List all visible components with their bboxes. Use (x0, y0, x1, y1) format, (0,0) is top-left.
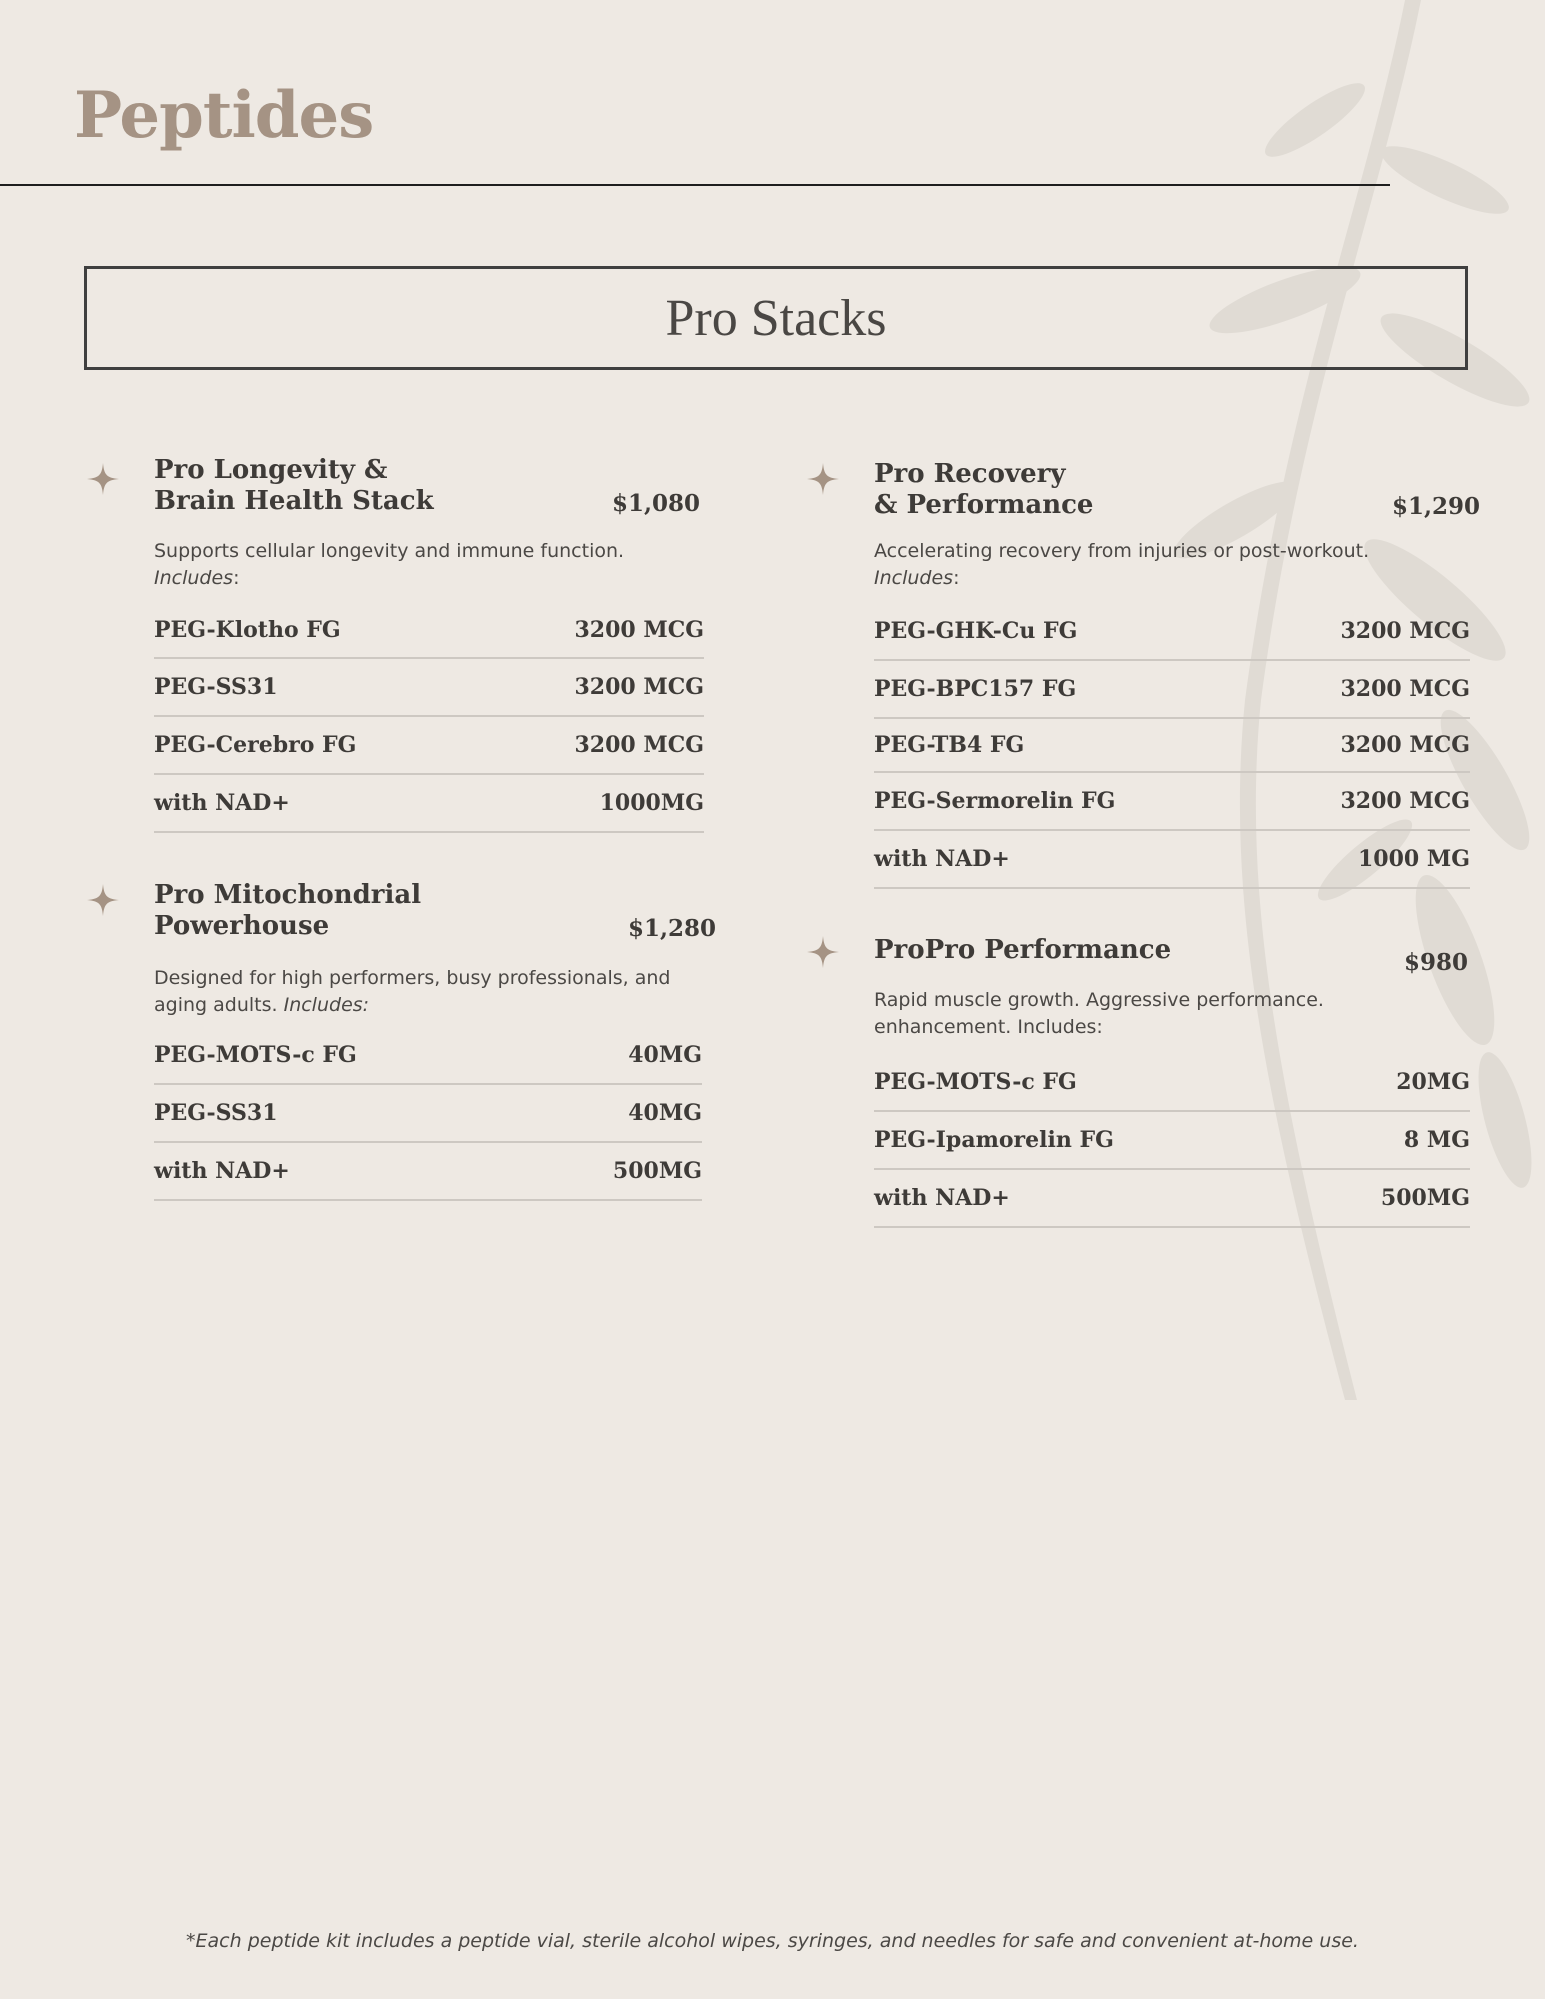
list-item: PEG-MOTS-c FG 20MG (874, 1054, 1470, 1112)
stack-price: $1,290 (1392, 493, 1481, 520)
list-item: PEG-Ipamorelin FG 8 MG (874, 1112, 1470, 1170)
list-item: PEG-SS31 3200 MCG (154, 659, 704, 717)
stack-name-line1: Pro Recovery (874, 459, 1066, 489)
title-divider (0, 184, 1390, 186)
stack-description: Rapid muscle growth. Aggressive performance. enhancement. Includes: (874, 989, 1324, 1038)
list-item: PEG-Cerebro FG 3200 MCG (154, 717, 704, 775)
footnote: *Each peptide kit includes a peptide vial, sterile alcohol wipes, syringes, and needles for safe and convenient at-home use. (186, 1930, 1359, 1952)
stack-name-line1: Pro Longevity & (154, 455, 388, 485)
list-item: PEG-Klotho FG 3200 MCG (154, 602, 704, 659)
list-item: PEG-GHK-Cu FG 3200 MCG (874, 602, 1470, 661)
stack-description: Supports cellular longevity and immune function. Includes: (154, 540, 625, 589)
stack-name-line2: Powerhouse (154, 911, 330, 941)
list-item: PEG-SS31 40MG (154, 1085, 702, 1143)
sparkle-icon (806, 462, 840, 496)
list-item: with NAD+ 500MG (154, 1143, 702, 1201)
stack-price: $1,080 (612, 490, 701, 517)
list-item: with NAD+ 1000MG (154, 775, 704, 833)
list-item: PEG-Sermorelin FG 3200 MCG (874, 773, 1470, 831)
stack-price: $1,280 (628, 915, 717, 942)
section-header-box (84, 266, 1468, 370)
stack-name-line2: Brain Health Stack (154, 486, 434, 516)
list-item: with NAD+ 500MG (874, 1170, 1470, 1228)
stack-description: Accelerating recovery from injuries or post-workout. Includes: (874, 540, 1370, 589)
stack-name-line1: Pro Mitochondrial (154, 880, 422, 910)
list-item: with NAD+ 1000 MG (874, 831, 1470, 889)
page-title: Peptides (74, 78, 374, 153)
section-title: Pro Stacks (665, 289, 887, 347)
stack-items-list (874, 1054, 1470, 1228)
sparkle-icon (86, 462, 120, 496)
stack-items-list (874, 602, 1470, 889)
stack-description: Designed for high performers, busy professionals, and aging adults. Includes: (154, 967, 671, 1016)
list-item: PEG-TB4 FG 3200 MCG (874, 719, 1470, 773)
stack-name-line1: ProPro Performance (874, 935, 1172, 965)
stack-name-line2: & Performance (874, 490, 1094, 520)
stack-items-list (154, 1027, 702, 1201)
list-item: PEG-BPC157 FG 3200 MCG (874, 661, 1470, 719)
stack-price: $980 (1404, 949, 1469, 976)
sparkle-icon (806, 935, 840, 969)
sparkle-icon (86, 883, 120, 917)
stack-items-list (154, 602, 704, 833)
list-item: PEG-MOTS-c FG 40MG (154, 1027, 702, 1085)
